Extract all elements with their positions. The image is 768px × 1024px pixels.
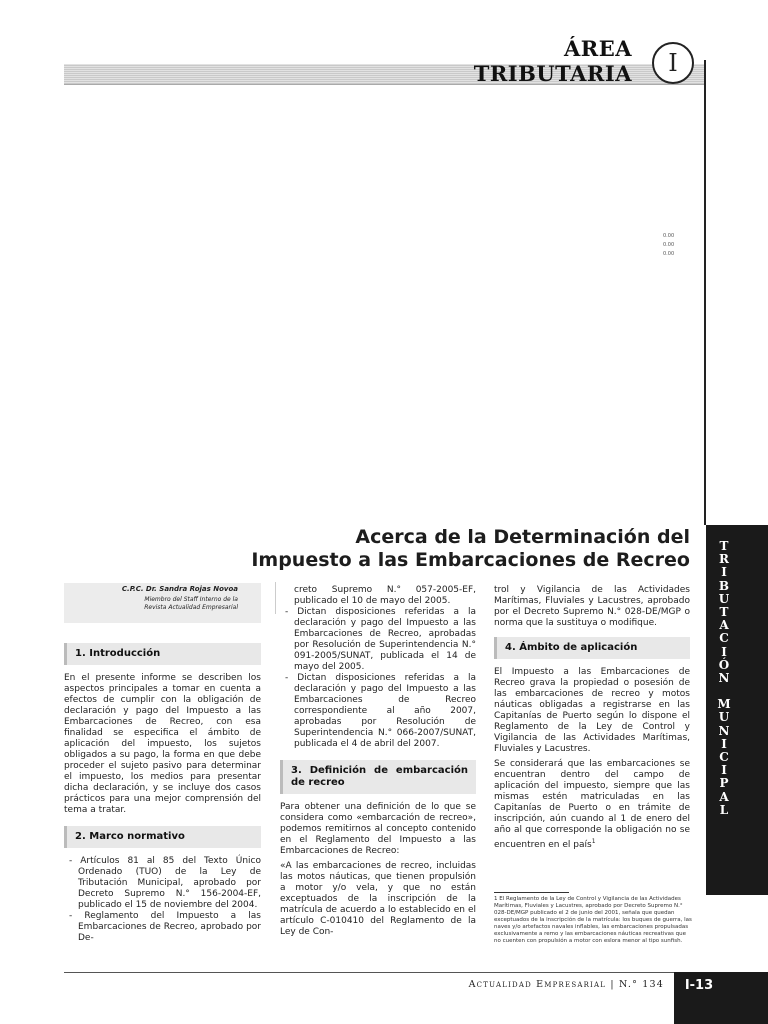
article-title-line1: Acerca de la Determinación del [355, 526, 690, 548]
side-letter: N [718, 723, 730, 738]
ambito-paragraph-2-text: Se considerará que las embarcaciones se encuentran dentro del campo de aplicación del impuesto, siempre que las mismas estén matriculadas en las Capitanías de Puerto o en trámite de inscripción, aún cuando al 1 de enero del año al que corresponde la obligación no se encuentren en el país [494, 759, 690, 850]
page-number: I-13 [684, 978, 714, 993]
author-role [64, 596, 238, 612]
definition-paragraph: Para obtener una definición de lo que se considera como «embarcación de recreo», podemos remitirnos al concepto contenido en el Reglamento del Impuesto a las Embarcaciones de Recreo: [280, 802, 476, 856]
heading-ambito: 4. Ámbito de aplicación [494, 637, 690, 659]
article-title-line2: Impuesto a las Embarcaciones de Recreo [251, 549, 690, 571]
intro-paragraph: En el presente informe se describen los aspectos principales a tomar en cuenta a efectos de cumplir con la obligación de declaración y pago del Impuesto a las Embarcaciones de Recreo, con esa finalidad se especifica el ámbito de aplicación del impuesto, los sujetos obligados a su pago, la forma en que debe proceder el sujeto pasivo para determinar el impuesto, los medios para presentar dicha declaración, y se incluye dos casos prácticos para una mejor comprensión del tema a tratar. [64, 673, 261, 815]
side-letter: P [719, 776, 729, 791]
author-role-line1: Miembro del Staff Interno de la [144, 596, 238, 603]
heading-introduccion: 1. Introducción [64, 643, 261, 665]
author-role-line2: Revista Actualidad Empresarial [144, 604, 238, 611]
quote-paragraph: «A las embarcaciones de recreo, incluidas las motos náuticas, que tienen propulsión a motor y/o vela, y que no están exceptuados de la inscripción de la matrícula de acuerdo a lo establecido en el artículo C-010410 del Reglamento de la Ley de Con- [280, 861, 476, 937]
list-item: - Dictan disposiciones referidas a la declaración y pago del Impuesto a las Embarcaciones de Recreo correspondiente al año 2007, aprobadas por Resolución de Superintendencia N.° 066-2007/SUNAT, publicada el 4 de abril del 2007. [285, 673, 476, 749]
side-letter: I [721, 736, 727, 751]
tiny-mark: 0.00 [663, 233, 675, 239]
side-letter: N [718, 671, 730, 686]
list-item: - Reglamento del Impuesto a las Embarcaciones de Recreo, aprobado por De- [69, 911, 261, 943]
side-letter: B [718, 578, 730, 593]
side-letter: U [718, 591, 730, 606]
author-name: C.P.C. Dr. Sandra Rojas Novoa [121, 585, 238, 593]
ambito-paragraph-1: El Impuesto a las Embarcaciones de Recreo grava la propiedad o posesión de las embarcaciones de recreo y motos náuticas obligadas a registrarse en las Capitanías de Puerto según lo dispone el Reglamento de la Ley de Control y Vigilancia de las Actividades Marítimas, Fluviales y Lacustres. [494, 667, 690, 754]
publication-name: Actualidad Empresarial | N.° 134 [468, 979, 664, 990]
side-letter: L [719, 802, 729, 817]
side-letter: U [718, 710, 730, 725]
list-item: - Artículos 81 al 85 del Texto Único Ordenado (TUO) de la Ley de Tributación Municipal, aprobado por Decreto Supremo N.° 156-2004-EF, publicado el 15 de noviembre del 2004. [69, 856, 261, 910]
column-rule [275, 582, 276, 614]
section-number-badge: I [652, 42, 694, 84]
side-letter: T [719, 605, 729, 620]
side-letter: M [717, 697, 731, 712]
margin-rule [704, 60, 706, 525]
footnote-ref: 1 [591, 838, 596, 845]
heading-marco-normativo: 2. Marco normativo [64, 826, 261, 848]
side-letter: A [719, 789, 729, 804]
quote-continued: trol y Vigilancia de las Actividades Marítimas, Fluviales y Lacustres, aprobado por el Decreto Supremo N.° 028-DE/MGP o norma que la sustituya o modifique. [494, 585, 690, 628]
list-item: - Dictan disposiciones referidas a la declaración y pago del Impuesto a las Embarcaciones de Recreo, aprobadas por Resolución de Superintendencia N.° 091-2005/SUNAT, publicada el 14 de mayo del 2005. [285, 607, 476, 672]
side-letter: I [721, 644, 727, 659]
footnote-rule [494, 892, 569, 893]
footnote: 1 El Reglamento de la Ley de Control y Vigilancia de las Actividades Marítimas, Fluviales y Lacustres, aprobado por Decreto Supremo N.° 028-DE/MGP publicado el 2 de junio del 2001, señala que quedan exceptuados de la inscripción de la matrícula: los buques de guerra, las naves y/o artefactos navales inflables, las embarcaciones propulsadas exclusivamente a remo y las embarcaciones náuticas recreativas que no cuenten con propulsión a motor con eslora menor al tipo sunfish. [494, 896, 692, 944]
side-letter: R [719, 552, 729, 567]
side-letter: I [721, 565, 727, 580]
footer-rule [64, 972, 704, 973]
heading-definicion: 3. Definición de embarcación de recreo [280, 760, 476, 794]
column-1 [64, 643, 261, 944]
ambito-paragraph-2 [494, 759, 690, 851]
tiny-mark: 0.00 [663, 242, 675, 248]
side-letter: T [719, 539, 729, 553]
article-title [240, 526, 690, 572]
side-letter: A [719, 618, 729, 633]
tiny-mark: 0.00 [663, 251, 675, 257]
section-title: ÁREA TRIBUTARIA [473, 36, 632, 86]
column-3 [494, 585, 690, 851]
column-2 [280, 585, 476, 938]
side-tab-label [706, 540, 742, 817]
side-letter: I [721, 763, 727, 778]
side-letter: C [719, 750, 729, 765]
list-item-continued: creto Supremo N.° 057-2005-EF, publicado el 10 de mayo del 2005. [294, 585, 476, 606]
side-letter: C [719, 631, 729, 646]
side-letter: Ó [718, 657, 730, 672]
